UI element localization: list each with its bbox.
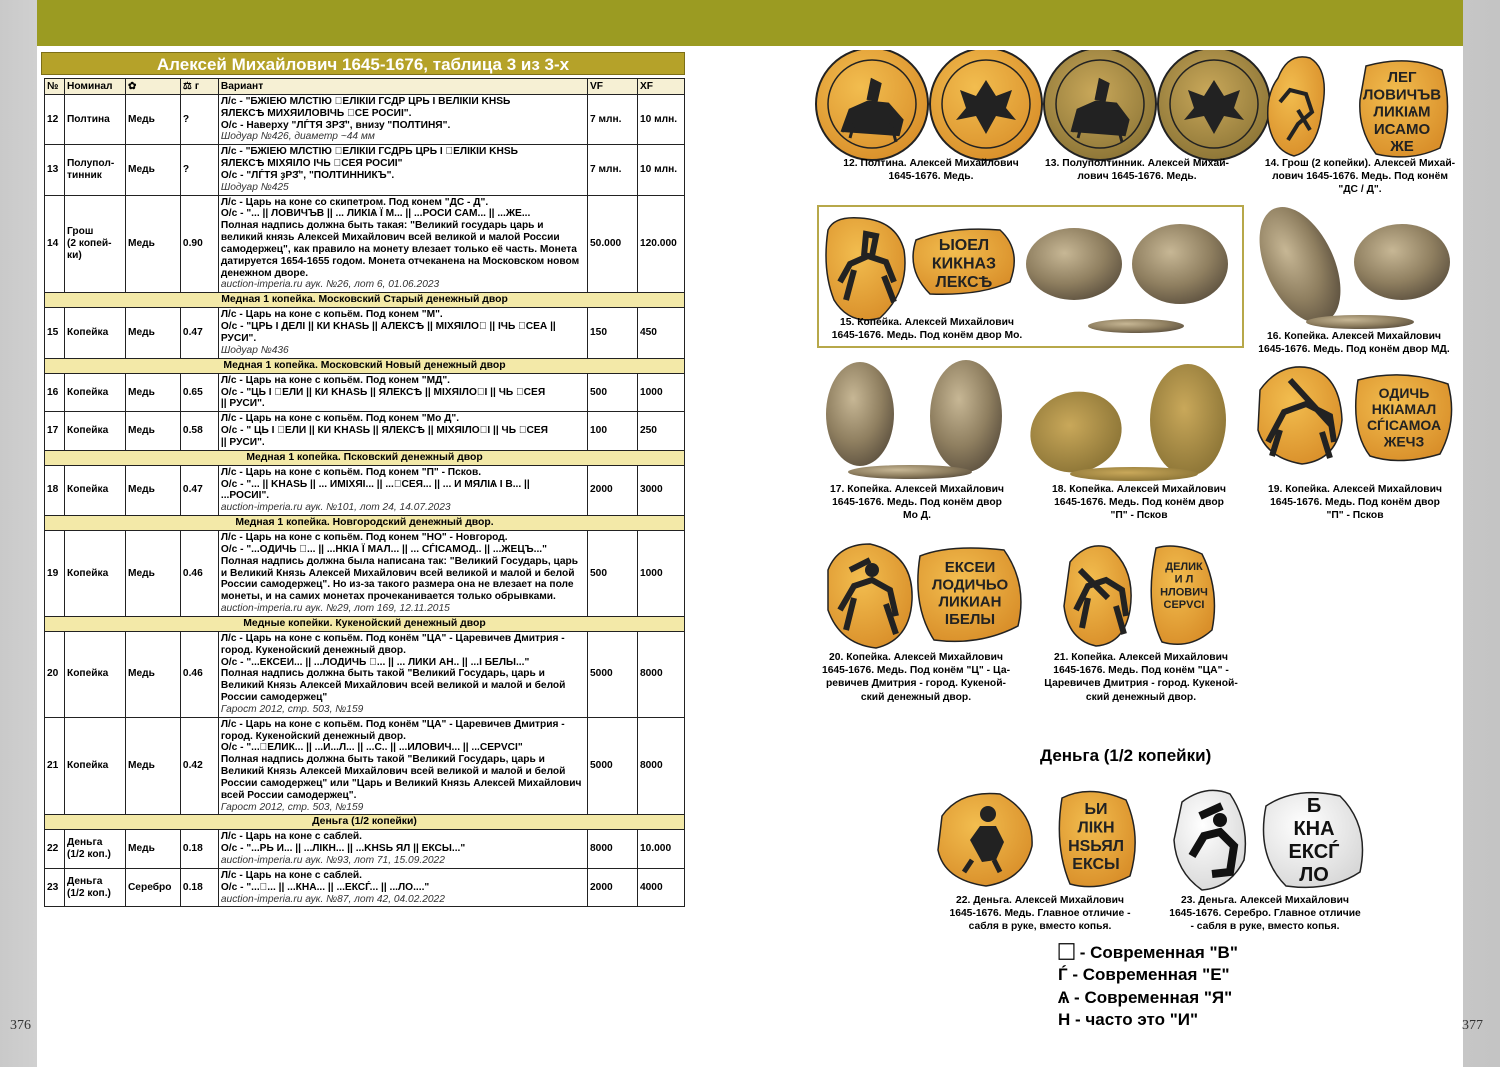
cell-denomination: Копейка xyxy=(64,308,125,358)
coin-16-photo-obverse xyxy=(1243,194,1357,335)
caption-17: 17. Копейка. Алексей Михайлович 1645-1676. Медь. Под конём двор Мо Д. xyxy=(830,484,1004,522)
table-row xyxy=(45,830,685,868)
coin-18-photo-reverse xyxy=(1150,364,1226,476)
variant-line: Полная надпись должна была написана так: "Великий Государь, царь и Великий Князь Алексей Михайлович всей великой и малой и белой России самодержец". Но из-за такого размера она не влезает на поле монеты, и на самих монетах прочеканивается только обрывками. xyxy=(220,555,579,603)
cell-number: 13 xyxy=(45,145,65,195)
cell-metal: Медь xyxy=(125,531,180,617)
coin-legend-line: ДЕЛИК xyxy=(1165,561,1203,573)
variant-line: Л/с - Царь на коне с копьём. Под конём "ЦА" - Царевичев Дмитрия - город. Кукенойский денежный двор. xyxy=(220,632,565,656)
legend-item-v: ⃞ - Современная "В" xyxy=(1058,943,1238,962)
cell-weight: 0.18 xyxy=(180,868,218,906)
variant-line: Л/с - Царь на коне с копьём. Под конем "НО" - Новгород. xyxy=(220,532,508,544)
caption-23: 23. Деньга. Алексей Михайлович 1645-1676. Серебро. Главное отличие - сабля в руке, вместо копья. xyxy=(1169,895,1361,933)
cell-number: 22 xyxy=(45,830,65,868)
section-header: Медная 1 копейка. Новгородский денежный двор. xyxy=(45,516,685,531)
section-header-row xyxy=(45,450,685,465)
cell-weight: 0.46 xyxy=(180,531,218,617)
cell-denomination: Копейка xyxy=(64,531,125,617)
cell-denomination: Грош (2 копей- ки) xyxy=(64,195,125,293)
coin-18-photo-edge xyxy=(1070,467,1198,481)
cell-variant xyxy=(218,531,587,617)
cell-weight: ? xyxy=(180,95,218,145)
cell-price-xf: 8000 xyxy=(637,717,684,815)
coin-legend-line: ЬІОЕЛ xyxy=(938,237,990,254)
variant-line: Л/с - Царь на коне с копьём. Под конём "ЦА" - Царевичев Дмитрия - город. Кукенойский денежный двор. xyxy=(220,718,565,742)
cell-variant xyxy=(218,868,587,906)
table-body xyxy=(45,95,685,907)
variant-line: Л/с - Царь на коне с саблей. xyxy=(220,831,362,843)
table-row xyxy=(45,717,685,815)
coin-legend-line: СЃІСАМОА xyxy=(1366,417,1442,434)
table-row xyxy=(45,95,685,145)
cell-metal: Медь xyxy=(125,145,180,195)
cell-weight: 0.58 xyxy=(180,412,218,450)
coin-legend-line: ЛО xyxy=(1299,864,1329,886)
variant-line: О/с - "ЦРЬ І ДЕЛІ || КИ KHASЬ || АЛЕКСѢ || МІХЯІЛО⃞ || ІЧЬ ⃞СЕА || РУСИ". xyxy=(220,321,556,344)
variant-line: О/с - "...⃞ЕЛИК... || ...И...Л... || ...С.. || ...ИЛОВИЧ... || ...CEPVCI" xyxy=(220,742,523,754)
table-header-row xyxy=(45,79,685,95)
cell-denomination: Деньга (1/2 коп.) xyxy=(64,868,125,906)
variant-reference: Гарост 2012, стр. 503, №159 xyxy=(220,801,364,813)
cell-price-vf: 2000 xyxy=(588,868,638,906)
variant-reference: auction-imperia.ru аук. №26, лот 6, 01.06.2023 xyxy=(220,279,440,291)
cell-denomination: Копейка xyxy=(64,465,125,515)
coin-legend-line: ЛОДИЧЬО xyxy=(931,576,1009,594)
variant-line: || РУСИ". xyxy=(220,436,265,448)
cell-weight: 0.90 xyxy=(180,195,218,293)
coin-23-reverse xyxy=(1264,793,1363,888)
coin-21-reverse xyxy=(1151,546,1214,644)
caption-20: 20. Копейка. Алексей Михайлович 1645-1676. Медь. Под конём "Ц" - Ца- ревичев Дмитрия - город. Кукеной- ский денежный двор. xyxy=(821,652,1011,703)
coin-13-obverse xyxy=(1044,50,1156,160)
variant-line: Л/с - "БЖІЕЮ МЛСТІЮ ⃞ЕЛІКІИ ГСДР ЦРЬ І ВЕЛІКІИ KHSЬ xyxy=(220,96,511,107)
cell-variant xyxy=(218,145,587,195)
denga-plates xyxy=(930,776,1390,896)
coin-plates xyxy=(810,50,1460,690)
cell-denomination: Деньга (1/2 коп.) xyxy=(64,830,125,868)
variant-line: Л/с - Царь на коне с копьём. Под конем "М". xyxy=(220,309,443,321)
section-header: Медные копейки. Кукенойский денежный двор xyxy=(45,616,685,631)
col-header-vf: VF xyxy=(588,79,638,95)
cell-variant xyxy=(218,631,587,717)
cell-number: 20 xyxy=(45,631,65,717)
section-header-row xyxy=(45,293,685,308)
section-header-row xyxy=(45,358,685,373)
cell-weight: 0.47 xyxy=(180,465,218,515)
coin-legend-line: ЬИ xyxy=(1084,801,1108,818)
variant-line: Л/с - Царь на коне с копьём. Под конем "Мо Д". xyxy=(220,413,460,425)
table-row xyxy=(45,465,685,515)
cell-price-xf: 4000 xyxy=(637,868,684,906)
coin-14-obverse xyxy=(1268,57,1325,156)
cell-price-vf: 7 млн. xyxy=(588,95,638,145)
coin-legend-line: И Л xyxy=(1174,573,1194,586)
caption-14: 14. Грош (2 копейки). Алексей Михай- лович 1645-1676. Медь. Под конём "ДС / Д". xyxy=(1264,158,1456,196)
variant-line: О/с - "ЛЃТЯ ҙРЗ҃", "ПОЛТИННИКЪ". xyxy=(220,169,395,181)
table-row xyxy=(45,373,685,411)
cell-denomination: Копейка xyxy=(64,631,125,717)
coin-legend-line: ЛИКИАН xyxy=(938,593,1002,611)
coin-legend-line: ЕКСЫ xyxy=(1072,856,1120,874)
cell-weight: 0.47 xyxy=(180,308,218,358)
variant-line: О/с - Наверху "ЛЃТЯ ЗРЗ҃", внизу "ПОЛТИНЯ". xyxy=(220,119,451,131)
section-header-row xyxy=(45,815,685,830)
coin-legend-line: ЖЕ xyxy=(1390,138,1414,155)
coin-14-reverse xyxy=(1360,61,1448,157)
cell-price-xf: 1000 xyxy=(637,531,684,617)
variant-line: О/с - "... || KHASЬ || ... ИМІХЯІ... || ...⃞СЕЯ... || ... И МЯЛІѦ І В... || xyxy=(220,478,530,490)
variant-reference: Гарост 2012, стр. 503, №159 xyxy=(220,703,364,715)
coin-20-reverse xyxy=(918,548,1021,641)
coin-legend-line: ИСАМО xyxy=(1373,120,1431,138)
cell-variant xyxy=(218,412,587,450)
denga-section-title: Деньга (1/2 копейки) xyxy=(1040,746,1212,765)
cell-variant xyxy=(218,373,587,411)
variant-line: О/с - "...⃞... || ...КНА... || ...ЕКСЃ... || ...ЛО...." xyxy=(220,881,430,893)
variant-reference: Шодуар №426, диаметр ~44 мм xyxy=(220,131,375,143)
variant-line: ...РОСИІ". xyxy=(220,490,270,502)
legend-item-e: Ѓ - Современная "Е" xyxy=(1058,965,1230,985)
variant-reference: Шодуар №425 xyxy=(220,181,289,193)
cell-denomination: Полтина xyxy=(64,95,125,145)
cell-metal: Медь xyxy=(125,195,180,293)
coin-legend-line: ЛЕКСѢ xyxy=(935,273,993,291)
cell-variant xyxy=(218,95,587,145)
cell-number: 18 xyxy=(45,465,65,515)
variant-line: Л/с - "БЖІЕЮ МЛСТІЮ ⃞ЕЛІКІИ ГСДРЬ ЦРЬ І ⃞ЕЛІКІИ KHSЬ xyxy=(220,146,518,158)
cell-denomination: Копейка xyxy=(64,412,125,450)
section-header: Медная 1 копейка. Московский Старый денежный двор xyxy=(45,293,685,308)
coin-legend-line: ЛИКІѦМ xyxy=(1373,103,1431,121)
coin-legend-line: НКІАМАЛ xyxy=(1371,401,1437,418)
col-header-metal: ✿ xyxy=(125,79,180,95)
caption-13: 13. Полуполтинник. Алексей Михай- лович 1645-1676. Медь. xyxy=(1045,158,1229,183)
cell-price-xf: 8000 xyxy=(637,631,684,717)
cell-variant xyxy=(218,195,587,293)
cell-number: 17 xyxy=(45,412,65,450)
cell-variant xyxy=(218,465,587,515)
table-row xyxy=(45,308,685,358)
caption-21: 21. Копейка. Алексей Михайлович 1645-1676. Медь. Под конём "ЦА" - Царевичев Дмитрия - город. Кукеной- ский денежный двор. xyxy=(1044,652,1238,703)
col-header-weight: ⚖ г xyxy=(180,79,218,95)
coin-17-photo-reverse xyxy=(930,360,1002,472)
coin-20-obverse xyxy=(828,544,912,648)
variant-line: || РУСИ". xyxy=(220,398,265,410)
variant-line: О/с - "...ОДИЧЬ ⃞... || ...НКІА Ї МАЛ... || ... СЃІСАМОД.. || ...ЖЕЦЪ..." xyxy=(220,543,547,555)
coin-23-obverse xyxy=(1174,790,1245,890)
cell-weight: 0.46 xyxy=(180,631,218,717)
table-row xyxy=(45,412,685,450)
cell-price-vf: 2000 xyxy=(588,465,638,515)
cell-variant xyxy=(218,308,587,358)
caption-12: 12. Полтина. Алексей Михайлович 1645-1676. Медь. xyxy=(843,158,1019,183)
coin-legend-line: НSЬЯЛ xyxy=(1068,837,1124,855)
cell-price-vf: 500 xyxy=(588,373,638,411)
cell-price-xf: 10 млн. xyxy=(637,145,684,195)
variant-line: О/с - " ЦЬ І ⃞ЕЛИ || КИ KHASЬ || ЯЛЕКСѢ || МІХЯІЛО⃞І || ЧЬ ⃞СЕЯ xyxy=(220,425,548,436)
cell-metal: Медь xyxy=(125,830,180,868)
cell-number: 21 xyxy=(45,717,65,815)
variant-line: Л/с - Царь на коне со скипетром. Под конем "ДС - Д". xyxy=(220,196,489,208)
cell-number: 23 xyxy=(45,868,65,906)
section-header: Медная 1 копейка. Псковский денежный двор xyxy=(45,450,685,465)
page-title: Алексей Михайлович 1645-1676, таблица 3 из 3-х xyxy=(41,52,685,75)
coin-legend-line: КНА xyxy=(1293,818,1335,840)
cell-variant xyxy=(218,830,587,868)
page-number-left: 376 xyxy=(10,1018,31,1033)
caption-15: 15. Копейка. Алексей Михайлович 1645-1676. Медь. Под конём двор Мо. xyxy=(831,317,1023,342)
coin-table xyxy=(44,78,685,907)
coin-16-photo-reverse xyxy=(1354,224,1450,300)
cell-weight: 0.18 xyxy=(180,830,218,868)
cell-price-vf: 150 xyxy=(588,308,638,358)
coin-legend-line: ІБЕЛЫ xyxy=(944,610,996,628)
coin-legend-line: ЛОВИЧЪВ xyxy=(1362,86,1442,104)
cell-metal: Медь xyxy=(125,717,180,815)
coin-16-photo-edge xyxy=(1306,315,1414,329)
cell-price-xf: 250 xyxy=(637,412,684,450)
coin-legend-line: ЖЕЧЗ xyxy=(1383,433,1425,450)
cell-number: 15 xyxy=(45,308,65,358)
letter-legend xyxy=(1058,942,1238,1032)
cell-price-vf: 100 xyxy=(588,412,638,450)
coin-19-obverse xyxy=(1258,367,1342,464)
cell-price-xf: 10 млн. xyxy=(637,95,684,145)
cell-denomination: Полупол- тинник xyxy=(64,145,125,195)
table-row xyxy=(45,631,685,717)
coin-legend-line: КИКНАЗ xyxy=(931,255,997,273)
cell-metal: Серебро xyxy=(125,868,180,906)
cell-price-xf: 10.000 xyxy=(637,830,684,868)
coin-22-obverse xyxy=(938,793,1032,886)
variant-line: ЯЛЕКСѢ МИХЯИЛОВІЧЬ ⃞СЕ РОСИІ". xyxy=(220,107,412,119)
legend-item-i: Н - часто это "И" xyxy=(1058,1010,1199,1030)
page-number-right: 377 xyxy=(1462,1018,1483,1033)
cell-price-xf: 1000 xyxy=(637,373,684,411)
coin-13-reverse xyxy=(1158,50,1270,160)
caption-19: 19. Копейка. Алексей Михайлович 1645-1676. Медь. Под конём двор "П" - Псков xyxy=(1268,484,1442,522)
coin-21-legend xyxy=(1160,561,1208,611)
variant-line: О/с - "ЦЬ І ⃞ЕЛИ || КИ KHASЬ || ЯЛЕКСѢ || МІХЯІЛО⃞І || ЧЬ ⃞СЕЯ xyxy=(220,386,546,398)
section-header-row xyxy=(45,516,685,531)
coin-17-photo-obverse xyxy=(826,362,894,466)
cell-denomination: Копейка xyxy=(64,373,125,411)
variant-reference: auction-imperia.ru аук. №101, лот 24, 14.07.2023 xyxy=(220,502,451,514)
col-header-variant: Вариант xyxy=(218,79,587,95)
table-row xyxy=(45,195,685,293)
variant-line: ЯЛЕКСѢ МІХЯІЛО ІЧЬ ⃞СЕЯ РОСИІ" xyxy=(220,158,403,170)
cell-price-vf: 5000 xyxy=(588,717,638,815)
cell-price-vf: 50.000 xyxy=(588,195,638,293)
variant-line: О/с - "... || ЛОВИЧЪВ || ... ЛИКІѦ Ї М... || ...РОСИ САМ... || ...ЖЕ... xyxy=(220,208,531,220)
coin-19-reverse xyxy=(1356,375,1452,461)
variant-reference: auction-imperia.ru аук. №87, лот 42, 04.02.2022 xyxy=(220,893,445,905)
col-header-denomination: Номинал xyxy=(64,79,125,95)
coin-legend-line: ЕКСЃ xyxy=(1288,841,1340,863)
coin-12-reverse xyxy=(930,50,1042,160)
cell-weight: 0.65 xyxy=(180,373,218,411)
cell-number: 19 xyxy=(45,531,65,617)
top-color-band xyxy=(37,0,1463,46)
table-row xyxy=(45,531,685,617)
variant-reference: auction-imperia.ru аук. №29, лот 169, 12.11.2015 xyxy=(220,603,450,615)
caption-18: 18. Копейка. Алексей Михайлович 1645-1676. Медь. Под конём двор "П" - Псков xyxy=(1052,484,1226,522)
variant-line: О/с - "...РЬ И... || ...ЛІКН... || ...KHSЬ ЯЛ || ЕКСЫ..." xyxy=(220,843,466,855)
variant-line: Л/с - Царь на коне с копьём. Под конем "МД". xyxy=(220,374,451,386)
variant-line: Л/с - Царь на коне с саблей. xyxy=(220,869,362,881)
col-header-xf: XF xyxy=(637,79,684,95)
cell-number: 12 xyxy=(45,95,65,145)
table-row xyxy=(45,145,685,195)
cell-variant xyxy=(218,717,587,815)
section-header-row xyxy=(45,616,685,631)
cell-number: 14 xyxy=(45,195,65,293)
cell-metal: Медь xyxy=(125,631,180,717)
section-header: Медная 1 копейка. Московский Новый денежный двор xyxy=(45,358,685,373)
section-header: Деньга (1/2 копейки) xyxy=(45,815,685,830)
coin-legend-line: ЛЕГ xyxy=(1387,69,1417,86)
cell-metal: Медь xyxy=(125,373,180,411)
cell-weight: 0.42 xyxy=(180,717,218,815)
coin-legend-line: ОДИЧЬ xyxy=(1378,385,1430,401)
variant-line: Полная надпись должна быть такой "Великий Государь, царь и Великий Князь Алексей Михайлович всей великой и малой и белой России самодержец" или "Царь и Великий Князь Алексей Михайлович всей России самодержец". xyxy=(220,754,582,801)
coin-17-photo-edge xyxy=(848,465,972,479)
coin-legend-line: НЛОВИЧ xyxy=(1160,586,1208,599)
coin-legend-line: Б xyxy=(1306,795,1322,817)
coin-legend-line: ЛІКН xyxy=(1077,819,1115,837)
variant-reference: auction-imperia.ru аук. №93, лот 71, 15.09.2022 xyxy=(220,855,445,867)
variant-line: О/с - "...ЕКСЕИ... || ...ЛОДИЧЬ ⃞... || ... ЛИКИ АН.. || ...І БЕЛЫ..." xyxy=(220,656,530,668)
legend-item-ya: Ѧ - Современная "Я" xyxy=(1058,987,1233,1007)
cell-price-xf: 120.000 xyxy=(637,195,684,293)
cell-metal: Медь xyxy=(125,95,180,145)
variant-reference: Шодуар №436 xyxy=(220,344,289,356)
cell-weight: ? xyxy=(180,145,218,195)
cell-denomination: Копейка xyxy=(64,717,125,815)
cell-metal: Медь xyxy=(125,308,180,358)
cell-price-vf: 5000 xyxy=(588,631,638,717)
cell-metal: Медь xyxy=(125,412,180,450)
cell-price-xf: 3000 xyxy=(637,465,684,515)
caption-16: 16. Копейка. Алексей Михайлович 1645-1676. Медь. Под конём двор МД. xyxy=(1258,331,1450,356)
cell-price-vf: 500 xyxy=(588,531,638,617)
variant-line: Полная надпись должна быть такая: "Великий государь царь и великий князь Алексей Михайлович всей великой и малой России самодержец", как правило на монету влезает только её часть. Монета датируется 1654-1655 годом. Монета отчеканена на Московском новом денежном дворе. xyxy=(220,220,580,279)
coin-legend-line: СЕРVСІ xyxy=(1163,598,1205,611)
variant-line: Л/с - Царь на коне с копьём. Под конем "П" - Псков. xyxy=(220,466,482,478)
cell-metal: Медь xyxy=(125,465,180,515)
table-row xyxy=(45,868,685,906)
coin-21-obverse xyxy=(1064,546,1131,646)
variant-line: Полная надпись должна быть такой "Великий Государь, царь и Великий Князь Алексей Михайлович всей великой и малой и белой России самодержец" xyxy=(220,668,566,704)
coin-22-reverse xyxy=(1059,791,1135,886)
cell-number: 16 xyxy=(45,373,65,411)
coin-legend-line: ЕКСЕИ xyxy=(944,559,996,576)
caption-22: 22. Деньга. Алексей Михайлович 1645-1676. Медь. Главное отличие - сабля в руке, вместо копья. xyxy=(949,895,1131,933)
cell-price-vf: 7 млн. xyxy=(588,145,638,195)
cell-price-xf: 450 xyxy=(637,308,684,358)
cell-price-vf: 8000 xyxy=(588,830,638,868)
col-header-number: № xyxy=(45,79,65,95)
coin-12-obverse xyxy=(816,50,928,160)
